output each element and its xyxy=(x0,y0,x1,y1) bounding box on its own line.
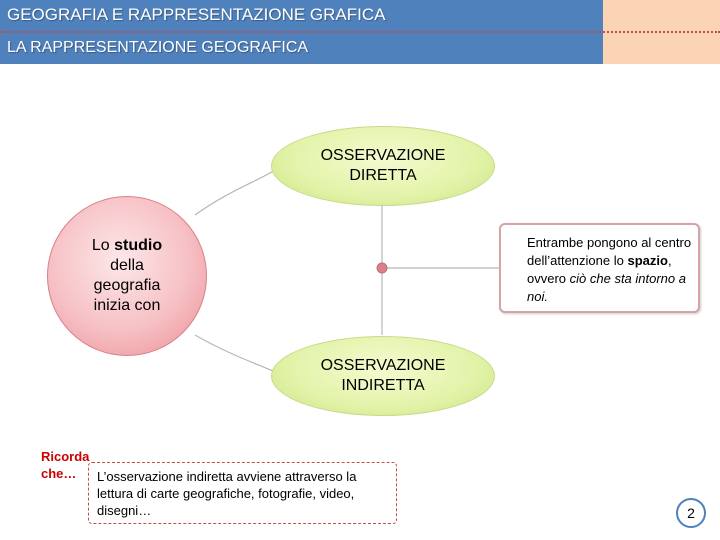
connector-to-bottom-ellipse xyxy=(195,335,275,372)
main-circle-line2: della xyxy=(110,257,144,274)
ricorda-label xyxy=(41,448,89,482)
main-circle-bold-word: studio xyxy=(114,237,163,254)
ricorda-label-line1: Ricorda xyxy=(41,449,90,464)
main-circle-line3: geografia xyxy=(93,277,161,294)
ellipse-top-line1: OSSERVAZIONE xyxy=(320,147,446,164)
note-italic-text: ciò che sta intorno a noi. xyxy=(527,271,686,304)
ellipse-top-line2: DIRETTA xyxy=(349,167,417,184)
page-title: GEOGRAFIA E RAPPRESENTAZIONE GRAFICA xyxy=(7,5,386,24)
main-circle-line4: inizia con xyxy=(93,297,161,314)
ellipse-osservazione-diretta xyxy=(271,126,495,206)
ricorda-box: L’osservazione indiretta avviene attraverso la lettura di carte geografiche, fotografie, video, disegni… xyxy=(88,462,397,524)
ellipse-bottom-line2: INDIRETTA xyxy=(341,377,425,394)
main-circle-line1-text: Lo xyxy=(91,237,115,254)
connector-junction-dot xyxy=(377,263,387,273)
page-subtitle: LA RAPPRESENTAZIONE GEOGRAFICA xyxy=(7,39,309,56)
note-text-part1: Entrambe pongono al centro dell’attenzione lo xyxy=(527,235,692,268)
connector-to-top-ellipse xyxy=(195,170,275,215)
ellipse-bottom-line1: OSSERVAZIONE xyxy=(320,357,446,374)
note-text-part2: , ovvero xyxy=(527,253,672,286)
page-number-badge: 2 xyxy=(676,498,706,528)
note-bold-word: spazio xyxy=(627,253,668,268)
main-circle-line1 xyxy=(92,236,162,256)
note-box xyxy=(499,223,700,313)
ricorda-label-line2: che… xyxy=(41,466,77,481)
main-circle xyxy=(47,196,207,356)
ellipse-osservazione-indiretta xyxy=(271,336,495,416)
